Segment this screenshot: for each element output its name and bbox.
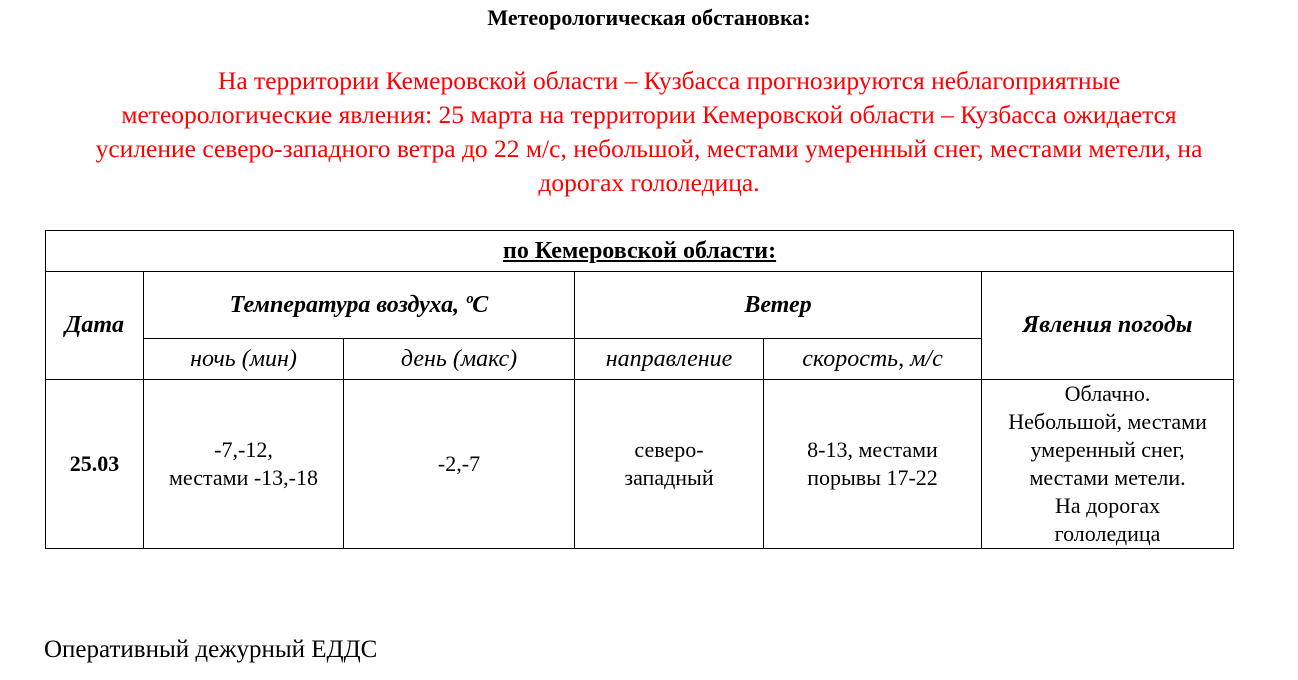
forecast-warning	[10, 64, 1288, 200]
weather-table	[45, 230, 1234, 549]
night-temp-line: -7,-12,	[214, 437, 273, 462]
forecast-line: усиление северо-западного ветра до 22 м/с, небольшой, местами умеренный снег, местами метели, на	[95, 134, 1203, 163]
wind-direction-line: северо-	[634, 437, 704, 462]
phenomena-cell	[982, 380, 1234, 549]
wind-header: Ветер	[575, 272, 982, 339]
wind-speed-line: 8-13, местами	[807, 437, 938, 462]
phenomena-line: гололедица	[1054, 521, 1161, 546]
duty-officer-signature: Оперативный дежурный ЕДДС	[44, 636, 378, 663]
date-cell: 25.03	[46, 380, 144, 549]
date-header: Дата	[46, 272, 144, 380]
day-temp-cell: -2,-7	[344, 380, 575, 549]
speed-header: скорость, м/с	[764, 339, 982, 380]
forecast-line: дорогах гололедица.	[538, 168, 760, 197]
phenomena-line: На дорогах	[1054, 493, 1161, 518]
table-row	[46, 380, 1234, 549]
document-title: Метеорологическая обстановка:	[487, 5, 811, 30]
wind-direction-cell	[575, 380, 764, 549]
region-header	[46, 231, 1234, 272]
temperature-header: Температура воздуха, ºС	[144, 272, 575, 339]
wind-speed-line: порывы 17-22	[807, 465, 938, 490]
forecast-line: На территории Кемеровской области – Кузбасса прогнозируются неблагоприятные	[217, 66, 1121, 95]
phenomena-header: Явления погоды	[982, 272, 1234, 380]
day-header: день (макс)	[344, 339, 575, 380]
phenomena-line: Небольшой, местами	[1008, 409, 1207, 434]
forecast-line: метеорологические явления: 25 марта на территории Кемеровской области – Кузбасса ожидается	[121, 100, 1177, 129]
night-temp-cell	[144, 380, 344, 549]
night-header: ночь (мин)	[144, 339, 344, 380]
night-temp-line: местами -13,-18	[169, 465, 318, 490]
phenomena-line: умеренный снег,	[1030, 437, 1185, 462]
region-label: по Кемеровской области:	[502, 237, 777, 264]
wind-speed-cell	[764, 380, 982, 549]
direction-header: направление	[575, 339, 764, 380]
phenomena-line: местами метели.	[1029, 465, 1186, 490]
phenomena-line: Облачно.	[1064, 381, 1151, 406]
wind-direction-line: западный	[624, 465, 714, 490]
